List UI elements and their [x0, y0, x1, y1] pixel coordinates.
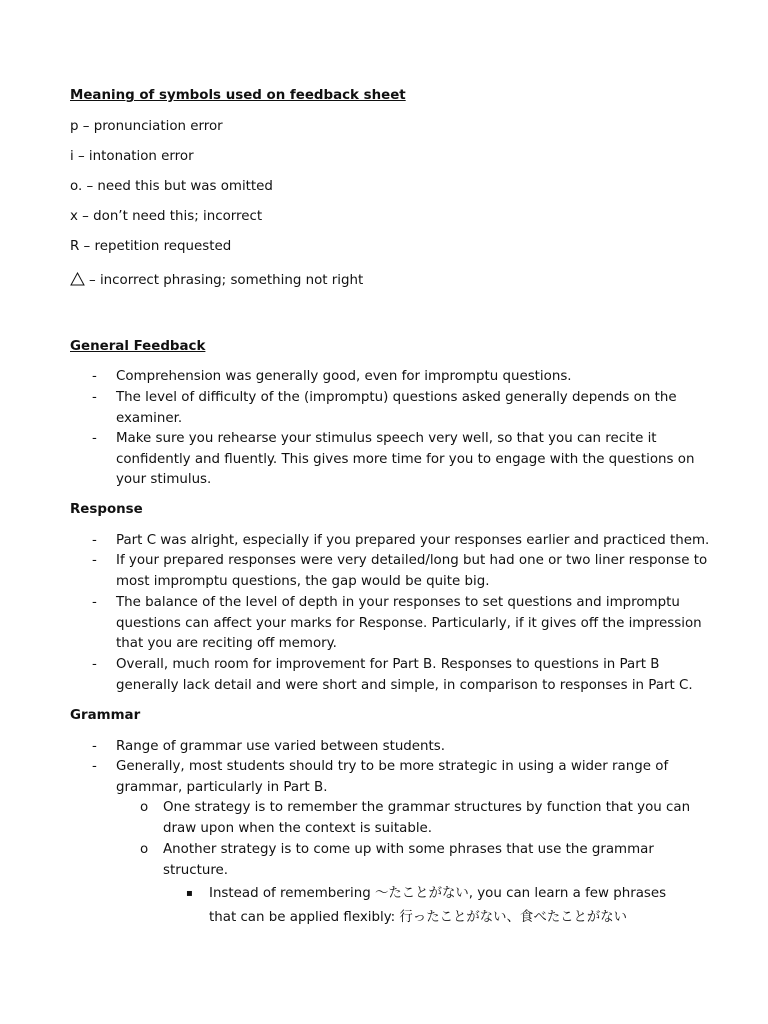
- dash-marker: -: [92, 533, 97, 548]
- dash-marker: -: [92, 595, 97, 610]
- feedback-page: Meaning of symbols used on feedback sheet p – pronunciation error i – intonation error o. – need this but was omitted x – don’t need this; incorrect R – repetition requested – incorrect phrasing; something not right General Feedback - Comprehension was generally good, even for impromptu questions. - The level of difficulty of the (impromptu) questions asked generally depends on the examiner. - Make sure you rehearse your stimulus speech very well, so that you can recite it confidently and fluently. This gives more time for you to engage with the questions on your stimulus. Response - Part C was alright, especially if you prepared your responses earlier and practiced them. - If your prepared responses were very detailed/long but had one or two liner response to most impromptu questions, the gap would be quite big. - The balance of the level of depth in your responses to set questions and impromptu questions can affect your marks for Response. Particularly, if it gives off the impression that you are reciting off memory. - Overall, much room for improvement for Part B. Responses to questions in Part B generally lack detail and were short and simple, in comparison to responses in Part C. Grammar - Range of grammar use varied between students. - Generally, most students should try to be more strategic in using a wider range of grammar, particularly in Part B. o One strategy is to remember the grammar structures by function that you can draw upon when the context is suitable. o Another strategy is to come up with some phrases that use the grammar structure. ▪ Instead of remembering ～たことがない, you can learn a few phrases that can be applied flexibly: 行ったことがない、食べたことがない: [70, 88, 710, 925]
- triangle-icon: [70, 272, 85, 286]
- symbols-heading: Meaning of symbols used on feedback sheet: [70, 88, 406, 103]
- symbol-o: o. – need this but was omitted: [70, 179, 273, 194]
- dash-marker: -: [92, 553, 97, 568]
- dash-marker: -: [92, 390, 97, 405]
- symbol-triangle-label: – incorrect phrasing; something not right: [89, 273, 364, 288]
- dash-marker: -: [92, 431, 97, 446]
- response-heading: Response: [70, 502, 143, 517]
- general-heading: General Feedback: [70, 339, 206, 354]
- grammar-heading: Grammar: [70, 708, 141, 723]
- dash-marker: -: [92, 759, 97, 774]
- symbol-p: p – pronunciation error: [70, 119, 223, 134]
- symbol-triangle: [70, 271, 363, 292]
- dash-marker: -: [92, 657, 97, 672]
- square-marker: ▪: [186, 888, 193, 899]
- symbol-x: x – don’t need this; incorrect: [70, 209, 263, 224]
- symbol-i: i – intonation error: [70, 149, 194, 164]
- symbol-r: R – repetition requested: [70, 239, 232, 254]
- circle-marker: o: [140, 800, 149, 815]
- dash-marker: -: [92, 739, 97, 754]
- dash-marker: -: [92, 369, 97, 384]
- circle-marker: o: [140, 842, 149, 857]
